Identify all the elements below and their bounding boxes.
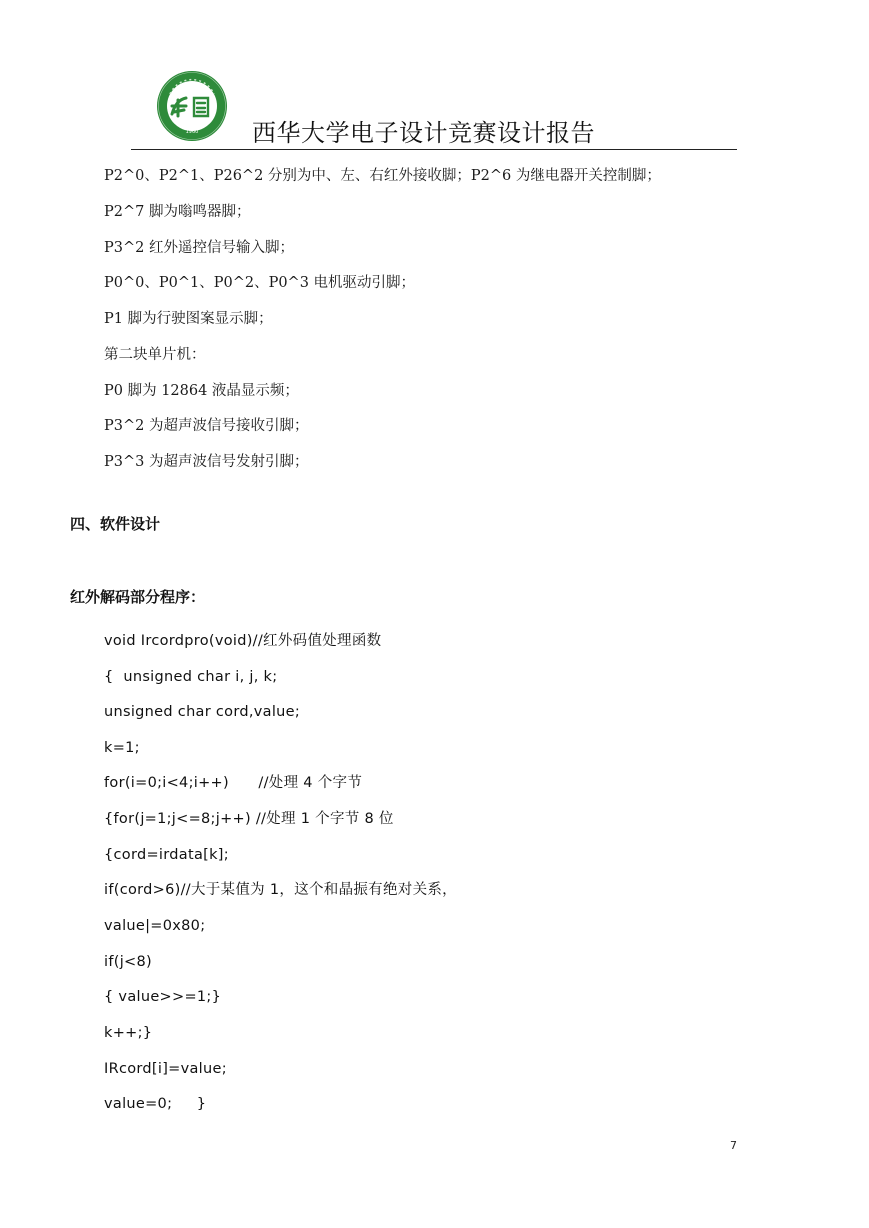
code-line: { value>>=1;} [104, 989, 222, 1005]
subsection-heading-ir-decode: 红外解码部分程序： [70, 588, 206, 606]
pin-assignment-line: P3^3 为超声波信号发射引脚； [104, 454, 309, 470]
code-line: value|=0x80; [104, 918, 206, 934]
code-line: k=1; [104, 740, 140, 756]
code-line: value=0; } [104, 1096, 207, 1112]
page-number: 7 [730, 1139, 737, 1152]
pin-assignment-line: P2^7 脚为嗡鸣器脚； [104, 204, 251, 220]
code-line: {cord=irdata[k]; [104, 847, 229, 863]
pin-assignment-line: P1 脚为行驶图案显示脚； [104, 311, 273, 327]
logo-year-text: 1960 [185, 129, 199, 135]
header-divider [131, 149, 737, 150]
code-line: { unsigned char i, j, k; [104, 669, 278, 685]
code-line: void Ircordpro(void)//红外码值处理函数 [104, 633, 382, 649]
pin-assignment-line: P0^0、P0^1、P0^2、P0^3 电机驱动引脚； [104, 275, 416, 291]
pin-assignment-line: P3^2 红外遥控信号输入脚； [104, 240, 294, 256]
code-line: if(j<8) [104, 954, 152, 970]
pin-assignment-line: 第二块单片机： [104, 347, 206, 363]
code-line: IRcord[i]=value; [104, 1061, 227, 1077]
code-line: for(i=0;i<4;i++) //处理 4 个字节 [104, 775, 363, 791]
code-line: {for(j=1;j<=8;j++) //处理 1 个字节 8 位 [104, 811, 394, 827]
pin-assignment-line: P2^0、P2^1、P26^2 分别为中、左、右红外接收脚；P2^6 为继电器开关控制脚； [104, 168, 661, 184]
report-header-title: 西华大学电子设计竞赛设计报告 [252, 119, 595, 147]
code-line: if(cord>6)//大于某值为 1，这个和晶振有绝对关系， [104, 882, 457, 898]
code-line: unsigned char cord,value; [104, 704, 301, 720]
university-logo-icon [156, 70, 228, 142]
pin-assignment-line: P3^2 为超声波信号接收引脚； [104, 418, 309, 434]
pin-assignment-line: P0 脚为 12864 液晶显示频； [104, 383, 299, 399]
code-line: k++;} [104, 1025, 153, 1041]
section-heading-software-design: 四、软件设计 [70, 515, 161, 533]
